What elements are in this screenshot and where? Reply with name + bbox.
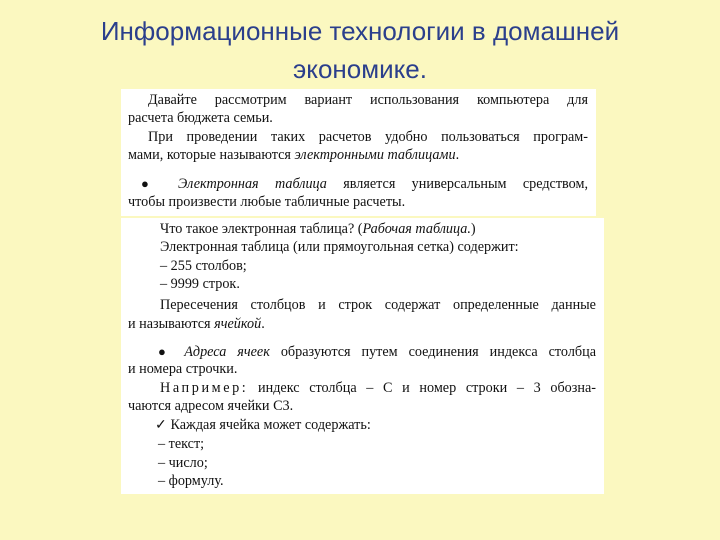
text-line: [155, 417, 596, 434]
term-cell-addresses: Адреса ячеек: [184, 344, 270, 360]
text-line: [128, 194, 588, 211]
text-line-content: расчета бюджета семьи.: [128, 110, 273, 126]
text-line: [148, 129, 588, 146]
text-line-content: ): [470, 221, 476, 237]
text-line-content: мами, которые называются: [128, 147, 295, 163]
text-line-content: .: [261, 316, 265, 332]
text-line-content: Давайте рассмотрим вариант использования компьютера для: [148, 92, 588, 108]
text-line-content: является универсальным средством,: [326, 176, 589, 192]
text-line: [160, 297, 596, 314]
text-line-content: чаются адресом ячейки С3.: [128, 398, 294, 414]
text-line-content: Каждая ячейка может содержать:: [166, 417, 371, 433]
text-line-content: Что такое электронная таблица? (: [160, 221, 363, 237]
text-line: [158, 473, 596, 490]
term-worksheet: Рабочая таблица.: [362, 221, 471, 237]
term-electronic-tables: электронными таблицами: [294, 147, 456, 163]
slide-title-line-1: Информационные технологии в домашней: [100, 16, 620, 46]
text-line-content: Электронная таблица (или прямоугольная сетка) содержит:: [160, 239, 519, 255]
text-line: [160, 221, 596, 238]
text-line: [158, 343, 596, 361]
text-line-content: – число;: [158, 455, 208, 471]
text-line-content: При проведении таких расчетов удобно пользоваться програм-: [148, 129, 588, 145]
slide-title-line-2: экономике.: [293, 54, 427, 84]
text-line: [128, 398, 596, 415]
text-line-content: Пересечения столбцов и строк содержат определенные данные: [160, 297, 596, 313]
text-line-content: чтобы произвести любые табличные расчеты.: [128, 194, 406, 210]
text-line: [128, 110, 588, 127]
scanned-text-block-2: [121, 218, 604, 494]
term-cell: ячейкой: [214, 316, 262, 332]
text-line: [158, 455, 596, 472]
text-line-content: и номера строчки.: [128, 361, 238, 377]
bullet-icon: ●: [158, 344, 174, 359]
text-line: [158, 436, 596, 453]
text-line: [160, 239, 596, 256]
text-line: [128, 361, 596, 378]
bullet-icon: ●: [141, 176, 162, 191]
text-line-content: и называются: [128, 316, 215, 332]
text-line: [128, 147, 588, 164]
slide-title: [40, 12, 680, 88]
text-line: [148, 92, 588, 109]
text-line-content: – 9999 строк.: [160, 276, 240, 292]
text-line: [160, 258, 596, 275]
text-line-content: – 255 столбов;: [160, 258, 247, 274]
text-line-content: – формулу.: [158, 473, 224, 489]
text-line-content: индекс столбца – С и номер строки – 3 обозна-: [248, 380, 596, 396]
text-line: [160, 380, 596, 397]
scanned-text-block-1: [121, 89, 596, 216]
text-line-content: – текст;: [158, 436, 205, 452]
text-line: [128, 316, 596, 333]
text-line: [141, 175, 588, 193]
checkmark-icon: ✓: [155, 417, 167, 433]
text-line-content: образуются путем соединения индекса столбца: [269, 344, 597, 360]
term-electronic-table: Электронная таблица: [177, 176, 327, 192]
text-line: [160, 276, 596, 293]
text-line-content: .: [455, 147, 460, 163]
example-label: Например:: [160, 380, 249, 396]
